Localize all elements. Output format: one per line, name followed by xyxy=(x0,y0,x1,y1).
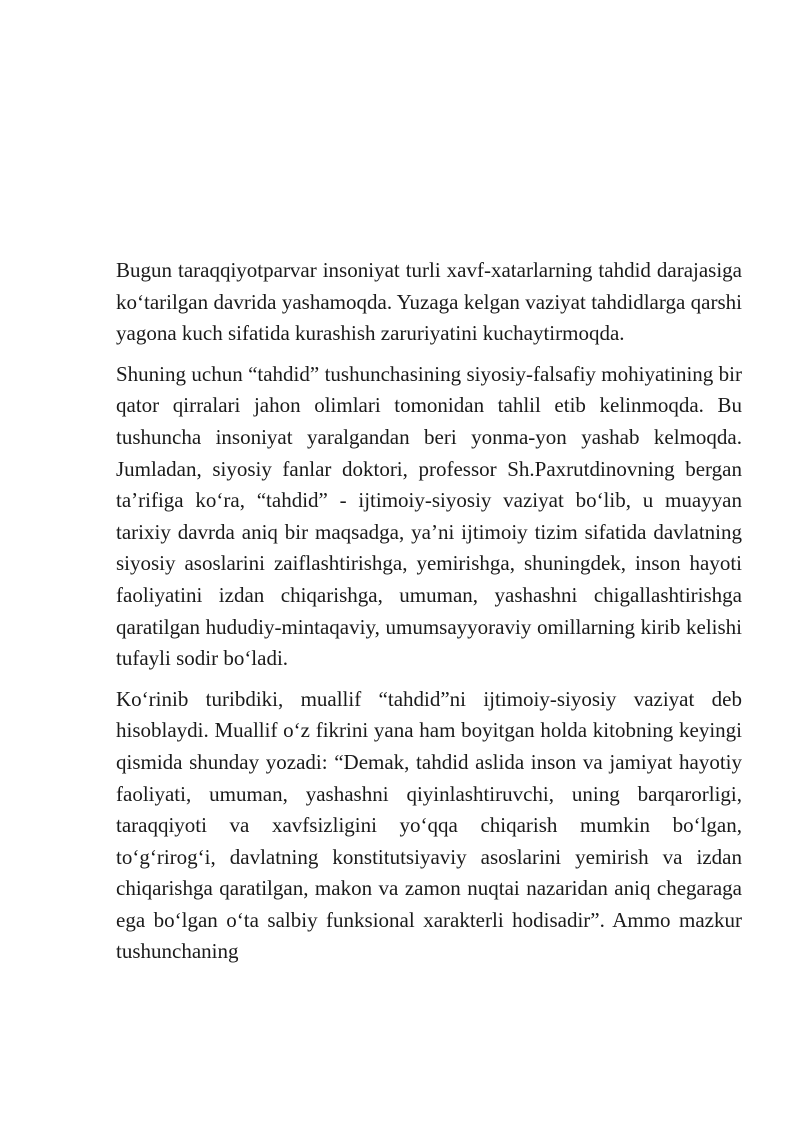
paragraph-1: Bugun taraqqiyotparvar insoniyat turli xavf-xatarlarning tahdid darajasiga ko‘tarilgan davrida yashamoqda. Yuzaga kelgan vaziyat tahdidlarga qarshi yagona kuch sifatida kurashish zaruriyatini kuchaytirmoqda. xyxy=(116,258,742,346)
body-text xyxy=(116,255,742,977)
paragraph-3: Ko‘rinib turibdiki, muallif “tahdid”ni ijtimoiy-siyosiy vaziyat deb hisoblaydi. Muallif o‘z fikrini yana ham boyitgan holda kitobning keyingi qismida shunday yozadi: “Demak, tahdid aslida inson va jamiyat hayotiy faoliyati, umuman, yashashni qiyinlashtiruvchi, uning barqarorligi, taraqqiyoti va xavfsizligini yo‘qqa chiqarish mumkin bo‘lgan, to‘g‘rirog‘i, davlatning konstitutsiyaviy asoslarini yemirish va izdan chiqarishga qaratilgan, makon va zamon nuqtai nazaridan aniq chegaraga ega bo‘lgan o‘ta salbiy funksional xarakterli hodisadir”. Ammo mazkur tushunchaning xyxy=(116,686,742,964)
paragraph-2: Shuning uchun “tahdid” tushunchasining siyosiy-falsafiy mohiyatining bir qator qirralari jahon olimlari tomonidan tahlil etib kelinmoqda. Bu tushuncha insoniyat yaralgandan beri yonma-yon yashab kelmoqda. Jumladan, siyosiy fanlar doktori, professor Sh.Paxrutdinovning bergan ta’rifiga ko‘ra, “tahdid” - ijtimoiy-siyosiy vaziyat bo‘lib, u muayyan tarixiy davrda aniq bir maqsadga, ya’ni ijtimoiy tizim sifatida davlatning siyosiy asoslarini zaiflashtirishga, yemirishga, shuningdek, inson hayoti faoliyatini izdan chiqarishga, umuman, yashashni chigallashtirishga qaratilgan hududiy-mintaqaviy, umumsayyoraviy omillarning kirib kelishi tufayli sodir bo‘ladi. xyxy=(116,361,742,671)
